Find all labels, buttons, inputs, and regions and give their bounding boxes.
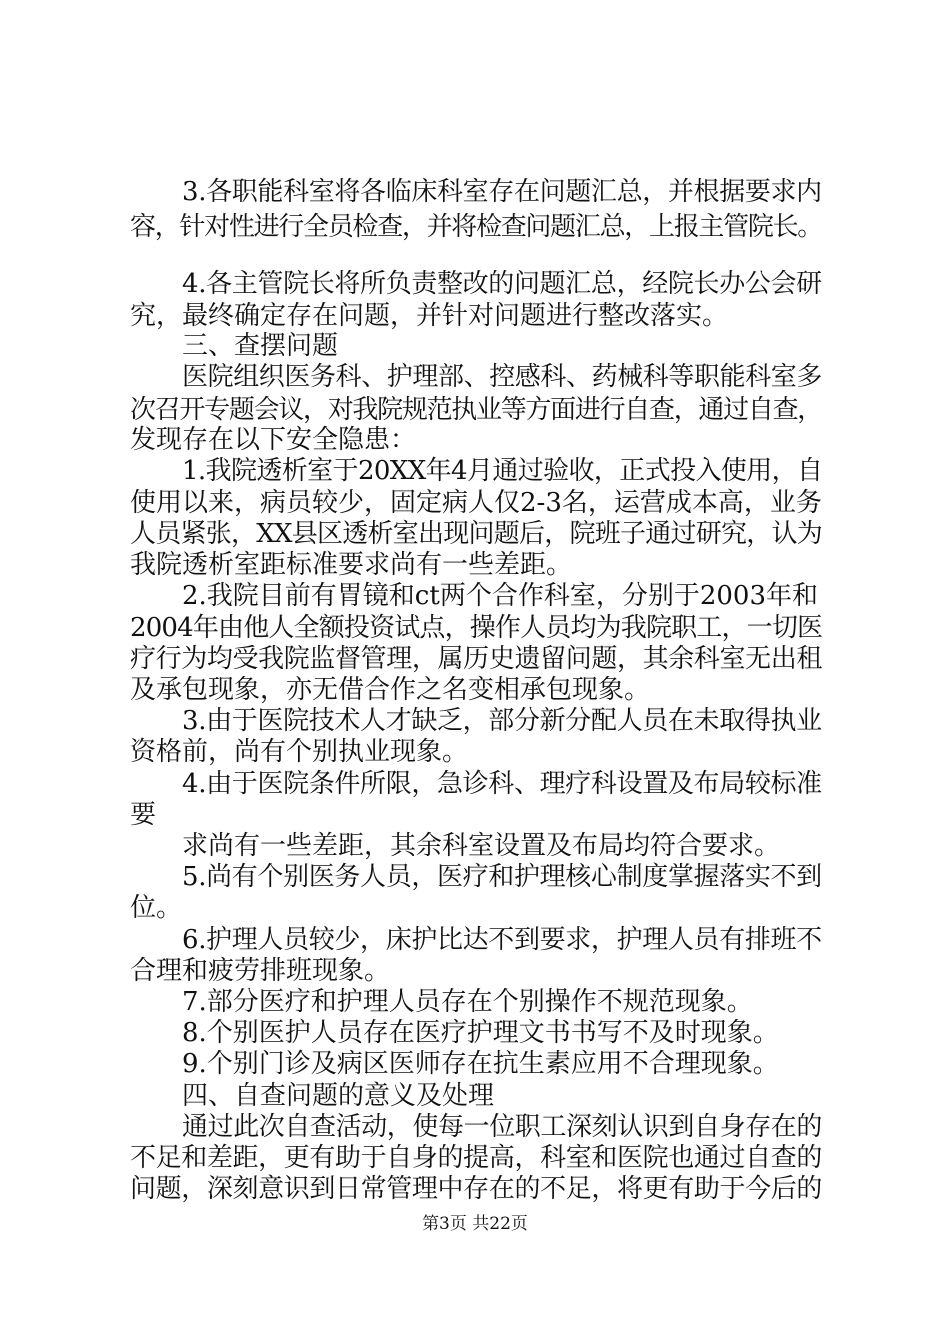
- body-line: 究，最终确定存在问题，并针对问题进行整改落实。: [130, 301, 729, 331]
- page-footer: [0, 1213, 950, 1235]
- body-line: 4.各主管院长将所负责整改的问题汇总，经院长办公会研: [182, 269, 822, 299]
- body-line: 7.部分医疗和护理人员存在个别操作不规范现象。: [182, 987, 753, 1017]
- body-line: 我院透析室距标准要求尚有一些差距。: [130, 550, 573, 580]
- body-line: 8.个别医护人员存在医疗护理文书书写不及时现象。: [182, 1018, 779, 1048]
- body-line: 问题，深刻意识到日常管理中存在的不足，将更有助于今后的: [130, 1174, 823, 1204]
- body-line: 要: [130, 800, 157, 830]
- section-heading: 四、自查问题的意义及处理: [182, 1081, 495, 1111]
- body-line: 6.护理人员较少，床护比达不到要求，护理人员有排班不: [182, 925, 822, 955]
- body-line: 通过此次自查活动，使每一位职工深刻认识到自身存在的: [182, 1112, 823, 1142]
- body-line: 合理和疲劳排班现象。: [130, 956, 391, 986]
- body-line: 位。: [130, 893, 183, 923]
- body-line: 及承包现象，亦无借合作之名变相承包现象。: [130, 675, 651, 705]
- body-line: 疗行为均受我院监督管理，属历史遗留问题，其余科室无出租: [130, 644, 823, 674]
- body-line: 1.我院透析室于20XX年4月通过验收，正式投入使用，自: [182, 456, 823, 486]
- section-heading: 三、查摆问题: [182, 331, 339, 361]
- body-line: 3.由于医院技术人才缺乏，部分新分配人员在未取得执业: [182, 706, 822, 736]
- body-line: 容，针对性进行全员检查，并将检查问题汇总，上报主管院长。: [130, 212, 823, 242]
- body-line: 2004年由他人全额投资试点，操作人员均为我院职工，一切医: [130, 613, 823, 643]
- body-line: 发现存在以下安全隐患：: [130, 425, 417, 455]
- body-line: 不足和差距，更有助于自身的提高，科室和医院也通过自查的: [130, 1143, 823, 1173]
- body-line: 人员紧张，XX县区透析室出现问题后，院班子通过研究，认为: [130, 519, 823, 549]
- body-line: 求尚有一些差距，其余科室设置及布局均符合要求。: [182, 831, 781, 861]
- body-line: 2.我院目前有胃镜和ct两个合作科室，分别于2003年和: [182, 581, 818, 611]
- body-line: 4.由于医院条件所限，急诊科、理疗科设置及布局较标准: [182, 769, 822, 799]
- body-line: 次召开专题会议，对我院规范执业等方面进行自查，通过自查，: [130, 395, 823, 425]
- body-line: 资格前，尚有个别执业现象。: [130, 737, 469, 767]
- body-line: 3.各职能科室将各临床科室存在问题汇总，并根据要求内: [182, 177, 822, 207]
- body-line: 9.个别门诊及病区医师存在抗生素应用不合理现象。: [182, 1049, 779, 1079]
- page-number-label: 第3页 共22页: [422, 1214, 528, 1234]
- body-line: 医院组织医务科、护理部、控感科、药械科等职能科室多: [182, 362, 823, 392]
- body-line: 5.尚有个别医务人员，医疗和护理核心制度掌握落实不到: [182, 862, 822, 892]
- body-line: 使用以来，病员较少，固定病人仅2-3名，运营成本高，业务: [130, 488, 822, 518]
